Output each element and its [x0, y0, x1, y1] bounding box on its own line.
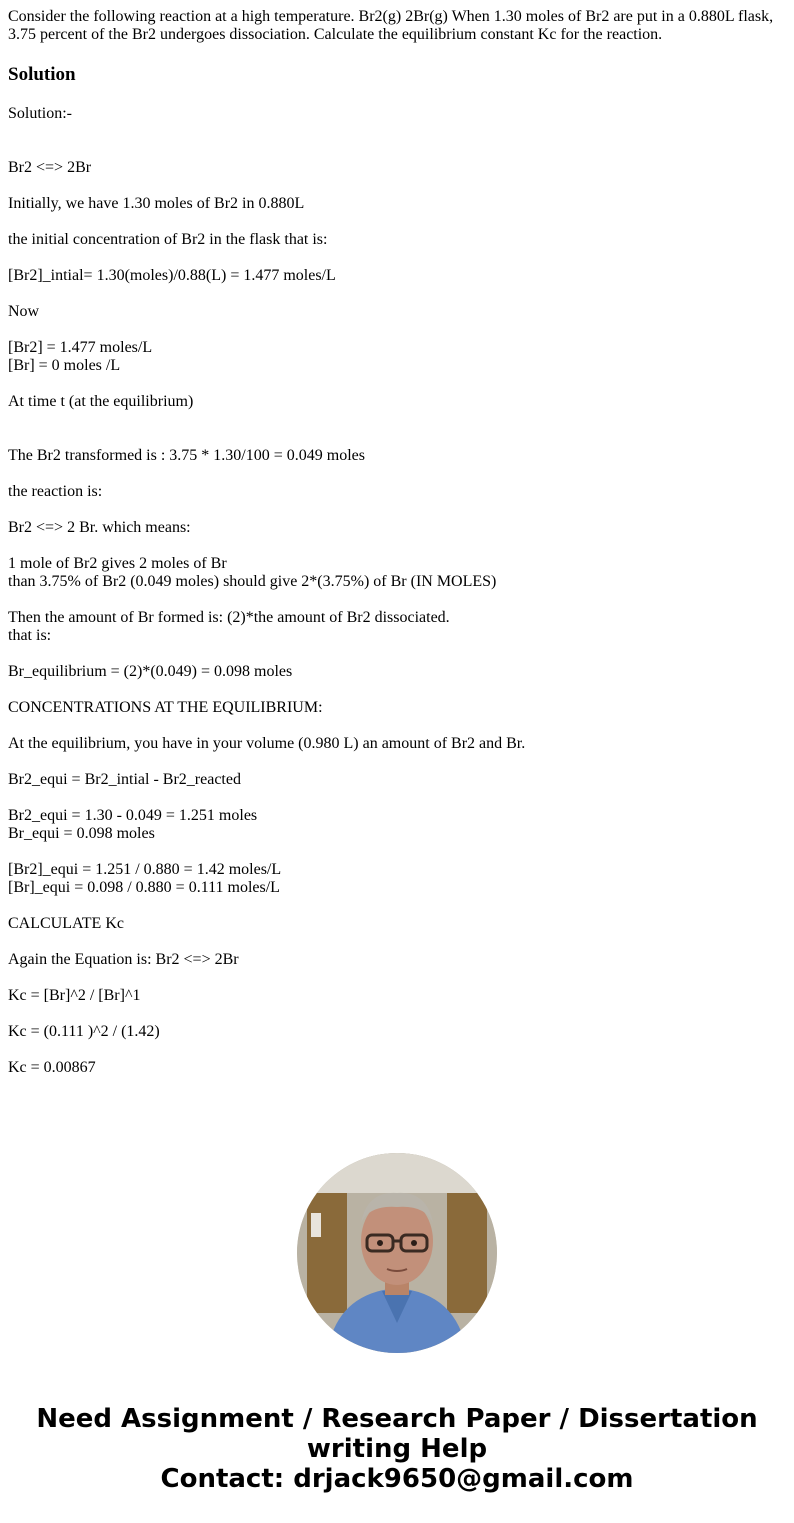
- author-photo: [297, 1153, 497, 1353]
- promo-line-2: writing Help: [306, 1434, 488, 1464]
- solution-line: that is:: [8, 627, 52, 644]
- solution-line: [8, 249, 786, 267]
- solution-line: Br2_equi = 1.30 - 0.049 = 1.251 moles: [8, 807, 258, 824]
- solution-line: Then the amount of Br formed is: (2)*the amount of Br2 dissociated.: [8, 609, 450, 626]
- promo-contact: Contact: drjack9650@gmail.com: [160, 1464, 634, 1494]
- promo-banner: [0, 1404, 794, 1494]
- solution-line: [Br]_equi = 0.098 / 0.880 = 0.111 moles/L: [8, 879, 280, 896]
- solution-line: Br2 <=> 2Br: [8, 159, 92, 176]
- solution-line: [8, 285, 786, 303]
- solution-line: [8, 789, 786, 807]
- solution-line: [Br2]_equi = 1.251 / 0.880 = 1.42 moles/L: [8, 861, 282, 878]
- solution-document: [8, 8, 786, 1077]
- solution-line: [8, 429, 786, 447]
- solution-line: CALCULATE Kc: [8, 915, 124, 932]
- solution-line: [8, 933, 786, 951]
- solution-line: [8, 465, 786, 483]
- promo-line-1: Need Assignment / Research Paper / Dissertation: [36, 1404, 758, 1434]
- solution-line: than 3.75% of Br2 (0.049 moles) should give 2*(3.75%) of Br (IN MOLES): [8, 573, 497, 590]
- solution-line: [8, 969, 786, 987]
- solution-line: [8, 897, 786, 915]
- solution-line: [8, 375, 786, 393]
- solution-line: Initially, we have 1.30 moles of Br2 in 0.880L: [8, 195, 305, 212]
- solution-line: [8, 501, 786, 519]
- solution-line: 1 mole of Br2 gives 2 moles of Br: [8, 555, 227, 572]
- solution-line: [8, 843, 786, 861]
- solution-line: Kc = [Br]^2 / [Br]^1: [8, 987, 141, 1004]
- question-text: Consider the following reaction at a high temperature. Br2(g) 2Br(g) When 1.30 moles of Br2 are put in a 0.880L flask, 3.75 percent of the Br2 undergoes dissociation. Calculate the equilibrium constant Kc for the reaction.: [8, 8, 774, 43]
- solution-line: [Br2] = 1.477 moles/L: [8, 339, 153, 356]
- solution-line: [8, 213, 786, 231]
- solution-line: Kc = (0.111 )^2 / (1.42): [8, 1023, 160, 1040]
- solution-line: the initial concentration of Br2 in the flask that is:: [8, 231, 328, 248]
- solution-line: At time t (at the equilibrium): [8, 393, 194, 410]
- solution-line: [8, 645, 786, 663]
- solution-line: CONCENTRATIONS AT THE EQUILIBRIUM:: [8, 699, 323, 716]
- solution-line: Br2_equi = Br2_intial - Br2_reacted: [8, 771, 241, 788]
- solution-line: [8, 141, 786, 159]
- solution-line: [8, 537, 786, 555]
- solution-line: Again the Equation is: Br2 <=> 2Br: [8, 951, 239, 968]
- solution-line: the reaction is:: [8, 483, 103, 500]
- solution-line: [8, 411, 786, 429]
- solution-line: [8, 177, 786, 195]
- solution-line: Now: [8, 303, 40, 320]
- solution-line: [8, 321, 786, 339]
- solution-line: Solution:-: [8, 105, 73, 122]
- solution-line: [8, 1005, 786, 1023]
- solution-line: [Br] = 0 moles /L: [8, 357, 121, 374]
- solution-line: [8, 681, 786, 699]
- solution-line: The Br2 transformed is : 3.75 * 1.30/100 = 0.049 moles: [8, 447, 365, 464]
- solution-line: [8, 591, 786, 609]
- solution-line: [8, 753, 786, 771]
- solution-line: [8, 1041, 786, 1059]
- solution-line: Kc = 0.00867: [8, 1059, 96, 1076]
- solution-line: Br_equi = 0.098 moles: [8, 825, 155, 842]
- solution-line: At the equilibrium, you have in your volume (0.980 L) an amount of Br2 and Br.: [8, 735, 526, 752]
- solution-line: [8, 717, 786, 735]
- solution-heading: Solution: [8, 64, 76, 85]
- solution-line: [8, 123, 786, 141]
- solution-line: [Br2]_intial= 1.30(moles)/0.88(L) = 1.477 moles/L: [8, 267, 336, 284]
- solution-line: Br2 <=> 2 Br. which means:: [8, 519, 191, 536]
- solution-line: Br_equilibrium = (2)*(0.049) = 0.098 moles: [8, 663, 293, 680]
- solution-body: [8, 105, 786, 1077]
- author-avatar: [297, 1153, 497, 1353]
